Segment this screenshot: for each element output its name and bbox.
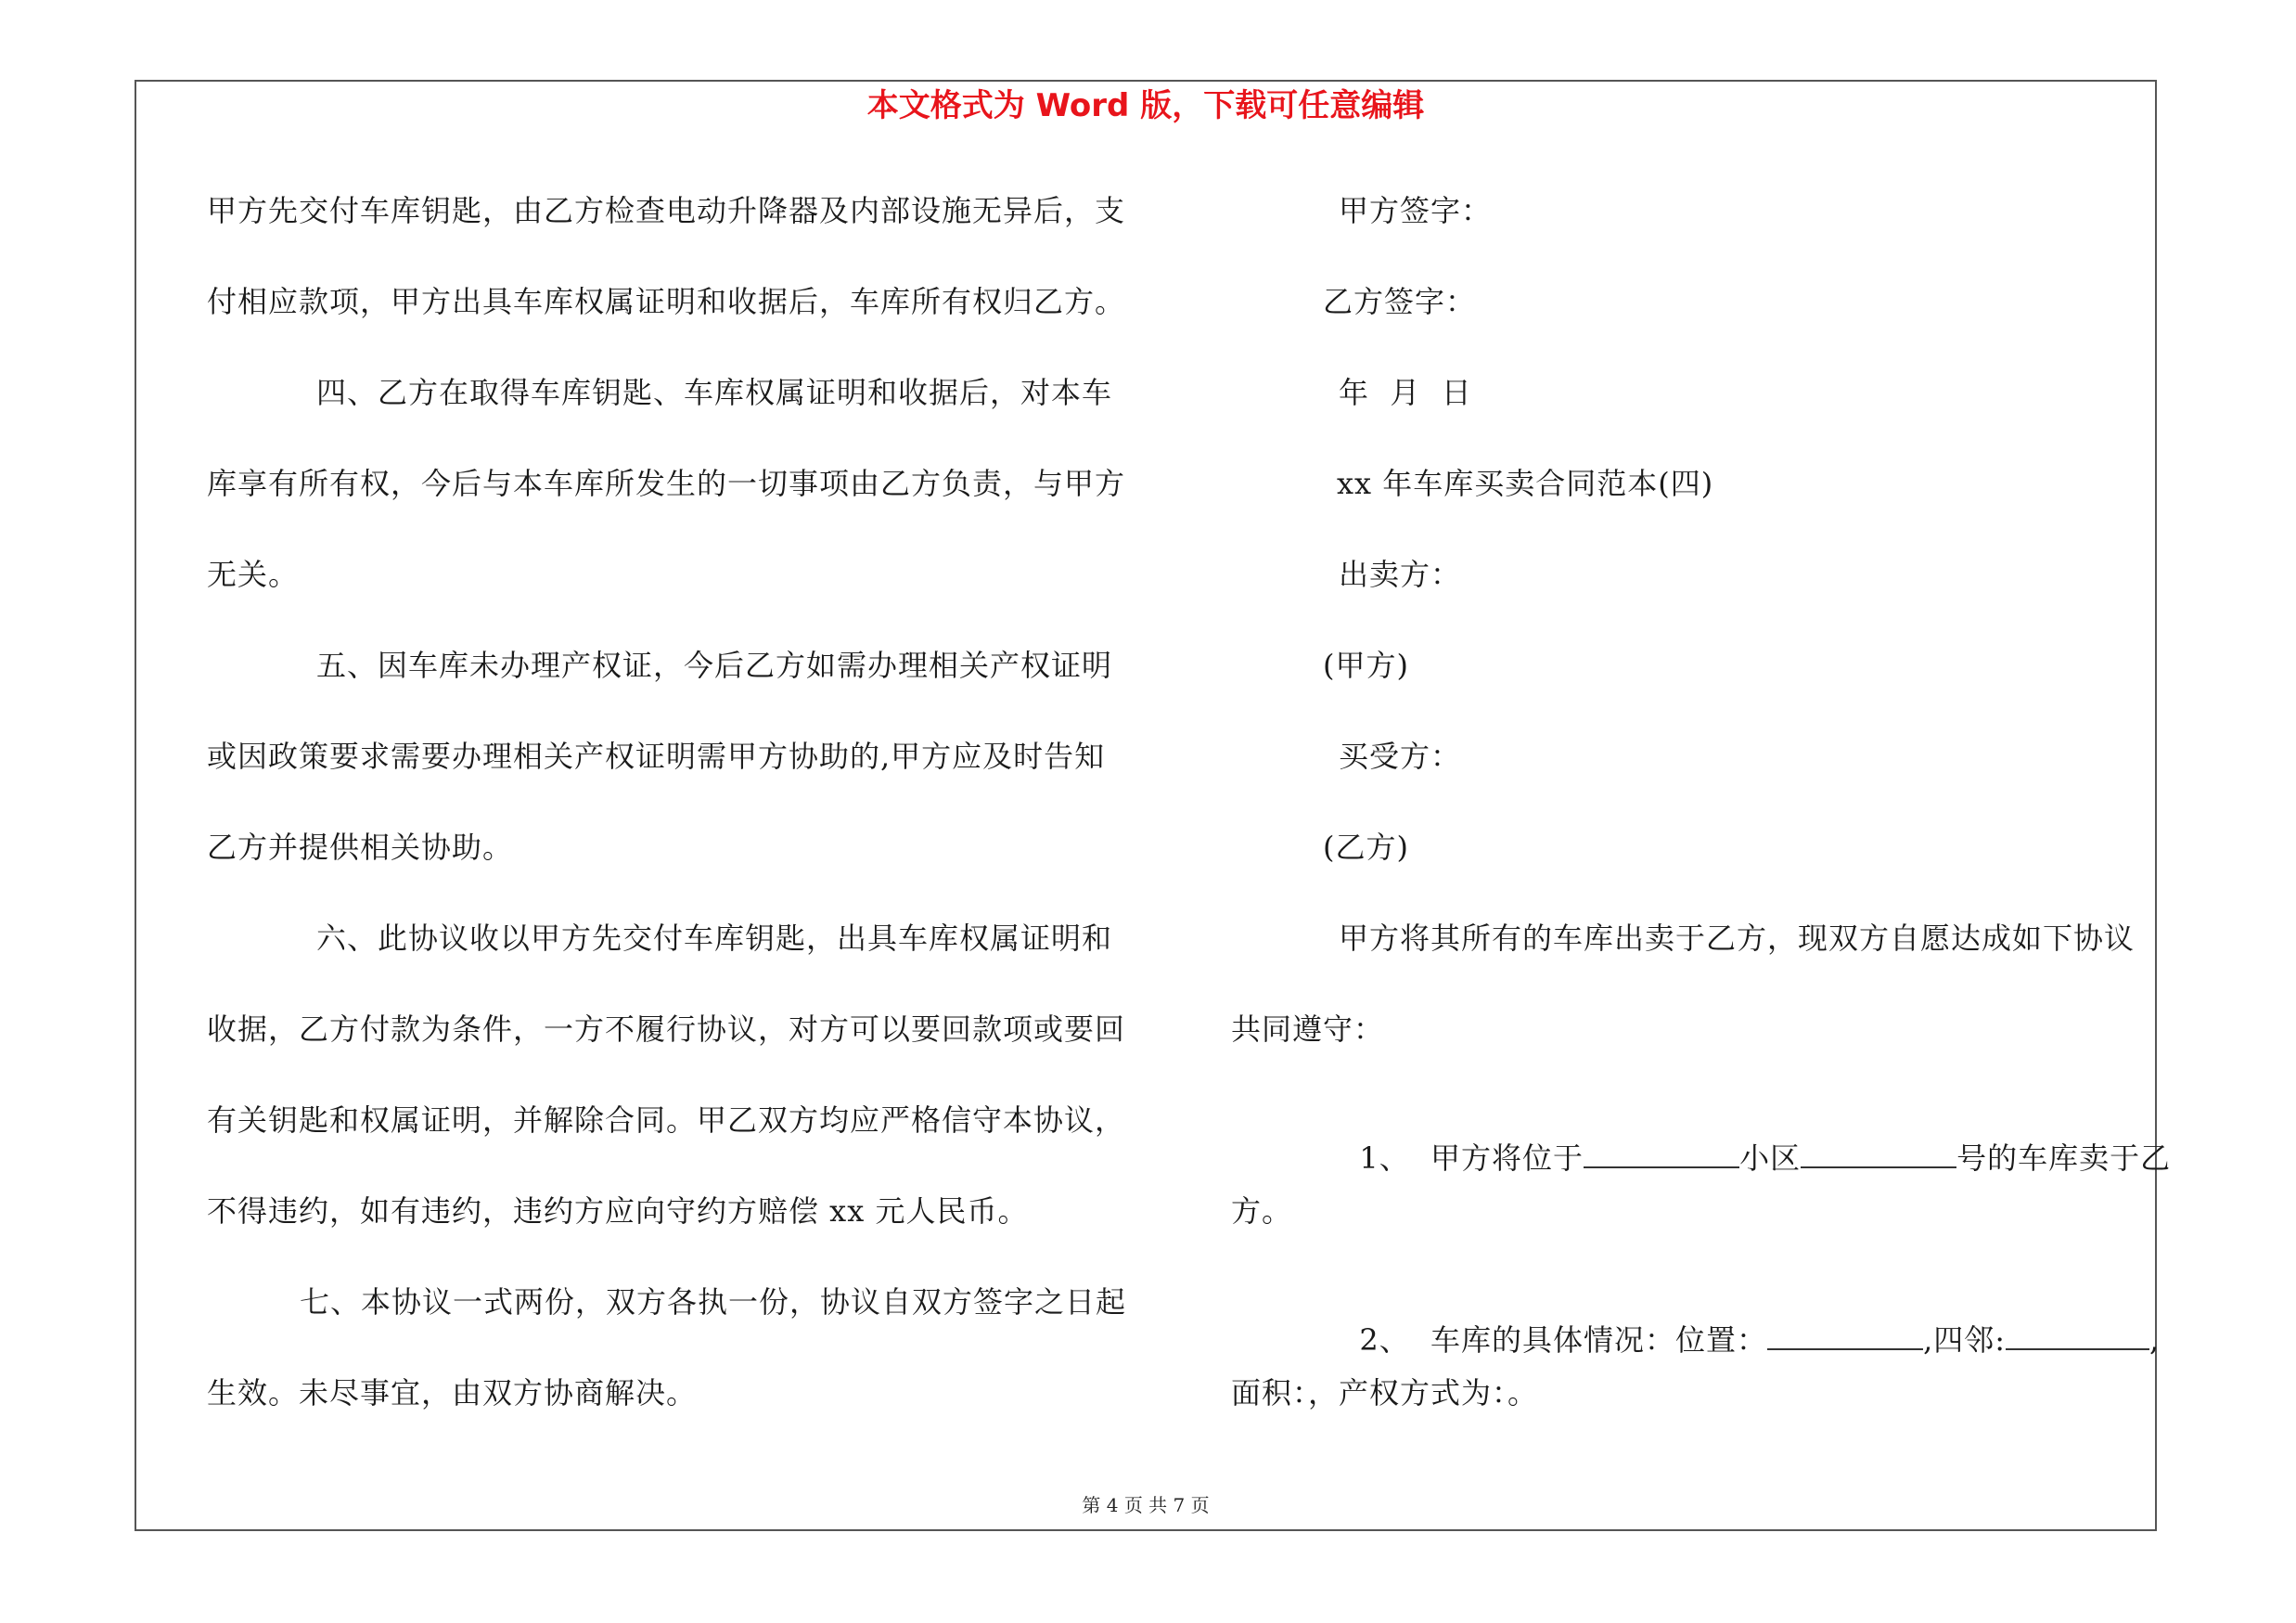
left-line-12: 不得违约，如有违约，违约方应向守约方赔偿 xx 元人民币。	[207, 1193, 1029, 1229]
intro-line-1: 甲方将其所有的车库出卖于乙方，现双方自愿达成如下协议	[1339, 921, 2136, 956]
left-line-6: 五、因车库未办理产权证，今后乙方如需办理相关产权证明	[316, 648, 1113, 683]
party-b-signature: 乙方签字：	[1323, 284, 1477, 319]
left-line-11: 有关钥匙和权属证明，并解除合同。甲乙双方均应严格信守本协议，	[207, 1102, 1126, 1138]
item-2-prefix: 2、 车库的具体情况：位置：	[1359, 1322, 1768, 1358]
item-2-blank-position	[1767, 1320, 1923, 1350]
party-a-signature: 甲方签字：	[1339, 193, 1493, 228]
date-line: 年 月 日	[1339, 375, 1472, 410]
contract-title: xx 年车库买卖合同范本(四)	[1337, 466, 1714, 501]
item-2-suffix: ,	[2149, 1322, 2161, 1358]
buyer-label: 买受方：	[1339, 739, 1462, 774]
item-1-mid: 小区	[1739, 1140, 1802, 1176]
item-1-line	[1339, 1101, 2171, 1177]
seller-role: (甲方)	[1323, 648, 1409, 683]
header-notice: 本文格式为 Word 版，下载可任意编辑	[866, 87, 1425, 124]
left-line-4: 库享有所有权，今后与本车库所发生的一切事项由乙方负责，与甲方	[207, 466, 1126, 501]
left-line-7: 或因政策要求需要办理相关产权证明需甲方协助的,甲方应及时告知	[207, 739, 1106, 774]
buyer-role: (乙方)	[1323, 830, 1409, 865]
seller-label: 出卖方：	[1339, 557, 1462, 592]
left-line-8: 乙方并提供相关协助。	[207, 830, 514, 865]
item-2-line	[1339, 1283, 2160, 1359]
left-line-13: 七、本协议一式两份，双方各执一份，协议自双方签字之日起	[300, 1284, 1127, 1320]
item-1-continued: 方。	[1231, 1193, 1293, 1229]
left-line-3: 四、乙方在取得车库钥匙、车库权属证明和收据后，对本车	[316, 375, 1113, 410]
left-line-9: 六、此协议收以甲方先交付车库钥匙，出具车库权属证明和	[316, 921, 1113, 956]
item-1-blank-location	[1584, 1139, 1739, 1168]
left-line-10: 收据，乙方付款为条件，一方不履行协议，对方可以要回款项或要回	[207, 1011, 1126, 1047]
item-2-continued: 面积：，产权方式为：。	[1231, 1375, 1539, 1410]
item-1-blank-number	[1801, 1139, 1956, 1168]
item-2-blank-neighbors	[2006, 1320, 2149, 1350]
left-line-14: 生效。未尽事宜，由双方协商解决。	[207, 1375, 698, 1410]
page-number: 第 4 页 共 7 页	[1082, 1494, 1210, 1516]
item-1-prefix: 1、 甲方将位于	[1359, 1140, 1584, 1176]
left-line-2: 付相应款项，甲方出具车库权属证明和收据后，车库所有权归乙方。	[207, 284, 1126, 319]
item-1-suffix: 号的车库卖于乙	[1956, 1140, 2172, 1176]
left-line-1: 甲方先交付车库钥匙，由乙方检查电动升降器及内部设施无异后，支	[207, 193, 1126, 228]
left-line-5: 无关。	[207, 557, 300, 592]
intro-line-2: 共同遵守：	[1231, 1011, 1385, 1047]
item-2-mid: ,四邻:	[1923, 1322, 2007, 1358]
